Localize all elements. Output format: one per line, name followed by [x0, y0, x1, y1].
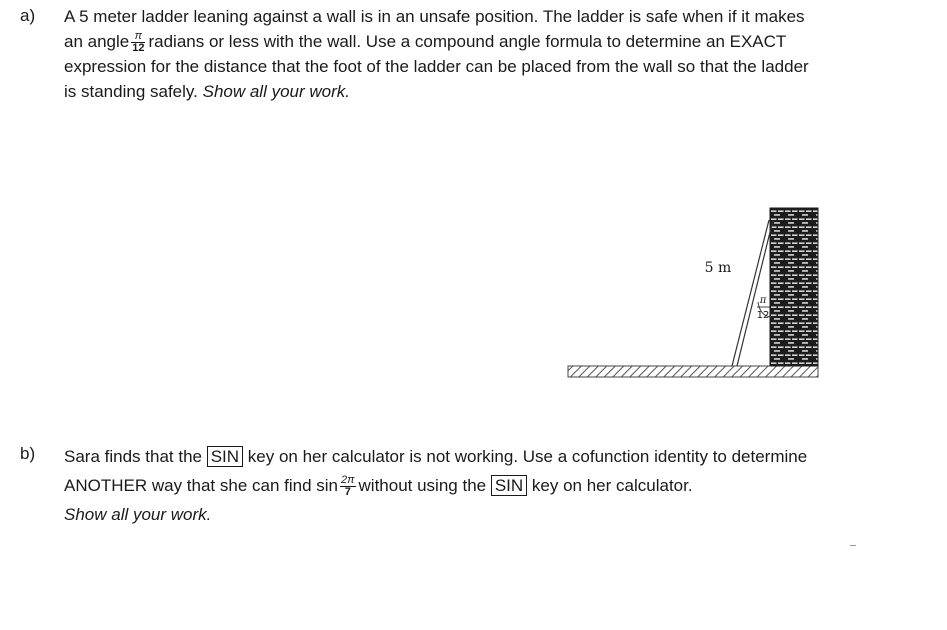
part-b-line-2-post: key on her calculator.: [531, 476, 693, 495]
angle-fraction: [131, 31, 145, 54]
diagram-angle-denominator: 12: [756, 310, 770, 321]
ladder-diagram: [560, 200, 822, 382]
part-a-label: a): [20, 6, 36, 25]
part-b-line-1-post: key on her calculator is not working. Use a cofunction identity to determine: [247, 447, 808, 466]
part-b-label: b): [20, 444, 36, 463]
part-b-line-3: [64, 500, 807, 529]
sin-numerator: 2π: [341, 474, 355, 487]
part-a-question: [64, 4, 809, 104]
part-b-line-1-pre: Sara finds that the: [64, 447, 202, 466]
sin-fraction: [340, 475, 356, 498]
part-a-line-4: [64, 79, 809, 104]
sin-denominator: 7: [344, 486, 351, 499]
part-a-line-2-pre: an angle: [64, 32, 130, 51]
part-a-line-4-text: is standing safely.: [64, 82, 198, 102]
part-b-question: [64, 442, 807, 529]
angle-numerator: π: [131, 31, 145, 43]
ladder-rail-right: [737, 220, 773, 366]
part-b-line-1: [64, 442, 807, 471]
brick-wall: [770, 208, 818, 366]
part-a-line-1: A 5 meter ladder leaning against a wall is in an unsafe position. The ladder is safe when if it makes: [64, 7, 805, 26]
sin-key-box: SIN: [207, 446, 243, 467]
sin-key-box-2: SIN: [491, 475, 527, 496]
part-b-line-2: [64, 471, 807, 500]
angle-denominator: 12: [132, 42, 145, 55]
part-a-instruction: Show all your work.: [202, 82, 350, 102]
part-b-line-2-mid: without using the: [358, 476, 487, 495]
part-a-line-2-post: radians or less with the wall. Use a compound angle formula to determine an EXACT: [148, 32, 787, 51]
part-b-line-2-pre: ANOTHER way that she can find sin: [64, 476, 339, 495]
ladder-length-label: 5 m: [704, 260, 732, 276]
stray-mark: [850, 545, 856, 546]
ladder-rail-left: [732, 220, 769, 366]
diagram-angle-numerator: π: [759, 295, 767, 306]
part-b-instruction: Show all your work.: [64, 505, 212, 524]
part-a-line-2: [64, 29, 809, 54]
ground: [568, 366, 818, 377]
part-a-line-3: expression for the distance that the foot of the ladder can be placed from the wall so that the ladder: [64, 57, 809, 77]
